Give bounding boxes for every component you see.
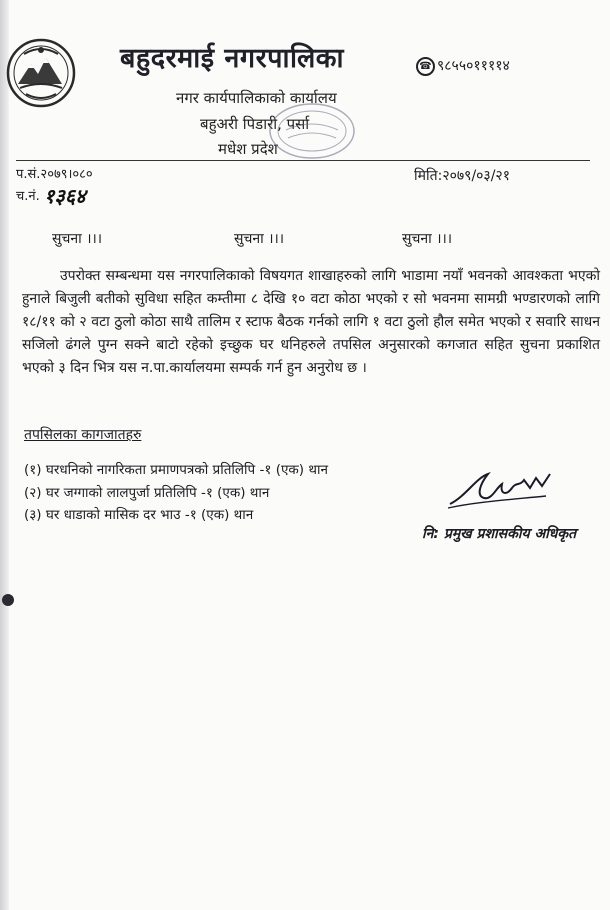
notice-label-left: सुचना ।।। (52, 231, 103, 247)
attachment-item: (१) घरधनिको नागरिकता प्रमाणपत्रको प्रतिलिपि -१ (एक) थान (24, 462, 328, 478)
province-name: मधेश प्रदेश (218, 140, 278, 158)
punch-hole (2, 594, 14, 606)
attachment-item: (३) घर धाडाको मासिक दर भाउ -१ (एक) थान (24, 507, 254, 523)
notice-body: उपरोक्त सम्बन्धमा यस नगरपालिकाको विषयगत शाखाहरुको लागि भाडामा नयाँ भवनको आवश्कता भएको हुनाले बिजुली बतीको सुविधा सहित कम्तीमा ८ देखि १० वटा कोठा भएको र सो भवनमा सामग्री भण्डारणको लागि १८/११ को २ वटा ठुलो कोठा साथै तालिम र स्टाफ बैठक गर्नको लागि १ वटा ठुलो हौल समेत भएको र सवारि साधन सजिलो ढंगले पुग्न सक्ने बाटो रहेको इच्छुक घर धनिहरुले तपसिल अनुसारको कगजात सहित सुचना प्रकाशित भएको ३ दिन भित्र यस न.पा.कार्यालयमा सम्पर्क गर्न हुन अनुरोध छ । (22, 268, 600, 376)
dispatch-number-label: च.नं. (16, 189, 40, 204)
attachment-item: (२) घर जग्गाको लालपुर्जा प्रतिलिपि -१ (एक) थान (24, 485, 270, 501)
organization-name: बहुदरमाई नगरपालिका (120, 43, 345, 74)
letter-date: मिति:२०७९/०३/२१ (414, 168, 510, 184)
page-edge (0, 0, 9, 910)
municipality-emblem-icon (4, 36, 78, 110)
attachments-title: तपसिलका कागजातहरु (24, 427, 142, 443)
telephone-icon: ☎ (416, 57, 435, 76)
office-address: बहुअरी पिडारी, पर्सा (200, 115, 310, 133)
phone-value: ९८५५०११११४ (437, 58, 510, 74)
signatory-title: नि: प्रमुख प्रशासकीय अधिकृत (422, 526, 577, 542)
letter-reference-number: प.सं.२०७९।०८० (16, 167, 93, 182)
dispatch-number: १३६४ (44, 184, 86, 208)
phone-number (416, 56, 510, 76)
handwritten-signature (446, 466, 556, 512)
office-stamp (266, 100, 358, 162)
office-name: नगर कार्यपालिकाको कार्यालय (176, 89, 337, 107)
notice-label-center: सुचना ।।। (234, 231, 285, 247)
notice-label-right: सुचना ।।। (402, 231, 453, 247)
header-divider (16, 160, 590, 161)
